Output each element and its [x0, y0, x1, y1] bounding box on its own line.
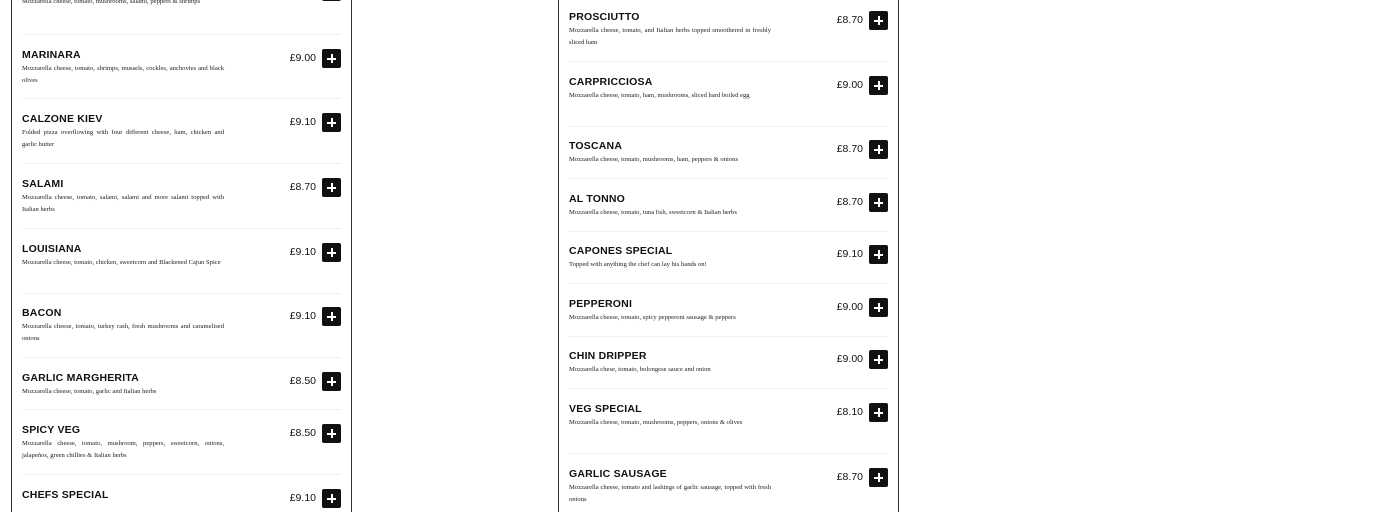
menu-item-description: Mozzarella cheese, tomato, mushroom, peppers, sweetcorn, onions, jalapeños, green chillies & Italian herbs [22, 440, 224, 459]
menu-item-name: CAPONES SPECIAL [569, 245, 673, 257]
menu-item-price: £8.70 [836, 471, 863, 483]
menu-column-right [558, 0, 899, 512]
divider [22, 34, 341, 35]
menu-item-name: SALAMI [22, 178, 64, 190]
menu-item-name: MARINARA [22, 49, 81, 61]
add-to-basket-button[interactable] [322, 49, 341, 68]
menu-item-description: Mozzarella chese, tomato, bolongese sauce and onion [569, 366, 711, 373]
menu-item-name: CHEFS SPECIAL [22, 489, 109, 501]
menu-item-description: Folded pizza overflowing with four different cheese, ham, chicken and garlic butter [22, 129, 224, 148]
menu-item-price: £8.70 [836, 196, 863, 208]
divider [569, 283, 888, 284]
menu-item-description: Mozzarella cheese, tomato, spicy pepperoni sausage & peppers [569, 314, 736, 321]
divider [22, 474, 341, 475]
menu-item-description: Mozzarella cheese, tomato, chicken, sweetcorn and Blackened Cajun Spice [22, 259, 221, 266]
menu-item-description: Mozzarella cheese, tomato, turkey rash, fresh mushrooms and caramelised onions [22, 323, 224, 342]
menu-item-price: £8.50 [289, 427, 316, 439]
menu-item-name: VEG SPECIAL [569, 403, 642, 415]
add-to-basket-button[interactable] [869, 11, 888, 30]
menu-item-name: TOSCANA [569, 140, 623, 152]
menu-item-description: Mozzarella cheese, tomato, mushrooms, salami, peppers & shrimps [22, 0, 201, 5]
menu-item-description: Mozzarella cheese, tomato and lashings of garlic sausage, topped with fresh onions [569, 484, 771, 503]
menu-item-name: CALZONE KIEV [22, 113, 103, 125]
menu-item-price: £9.00 [836, 353, 863, 365]
divider [22, 98, 341, 99]
divider [22, 293, 341, 294]
menu-item-description: Mozzarella cheese, tomato, salami, salami and more salami topped with Italian herbs [22, 194, 224, 213]
add-to-basket-button[interactable] [869, 193, 888, 212]
add-to-basket-button[interactable] [869, 350, 888, 369]
menu-item-price: £9.10 [289, 310, 316, 322]
add-to-basket-button[interactable] [322, 489, 341, 508]
add-to-basket-button[interactable] [322, 372, 341, 391]
add-to-basket-button[interactable] [322, 243, 341, 262]
menu-item-name: LOUISIANA [22, 243, 82, 255]
menu-item-description: Mozzarella cheese, tomato, tuna fish, sweetcorn & Italian herbs [569, 209, 737, 216]
menu-item-description: Mozzarella cheese, tomato, garlic and Italian herbs [22, 388, 157, 395]
menu-item-name: GARLIC SAUSAGE [569, 468, 667, 480]
menu-item-name: PROSCIUTTO [569, 11, 640, 23]
menu-column-left [11, 0, 352, 512]
add-to-basket-button[interactable] [869, 245, 888, 264]
divider [569, 453, 888, 454]
add-to-basket-button[interactable] [869, 76, 888, 95]
add-to-basket-button[interactable] [869, 140, 888, 159]
divider [569, 336, 888, 337]
menu-item-name: SPICY VEG [22, 424, 81, 436]
menu-item-description: Mozzarella cheese, tomato, shrimps, mussels, cockles, anchovies and black olives [22, 65, 224, 84]
menu-item-description: Mozzarella cheese, tomato, and Italian herbs topped smoothered in freshly sliced ham [569, 27, 771, 46]
menu-item-price: £9.10 [836, 248, 863, 260]
add-to-basket-button[interactable] [322, 0, 341, 1]
add-to-basket-button[interactable] [322, 307, 341, 326]
menu-item-name: GARLIC MARGHERITA [22, 372, 139, 384]
menu-item-price: £8.10 [836, 406, 863, 418]
menu-item-price: £9.00 [289, 52, 316, 64]
menu-item-price: £8.70 [289, 181, 316, 193]
menu-item-price: £8.70 [836, 14, 863, 26]
menu-item-name: CHIN DRIPPER [569, 350, 647, 362]
add-to-basket-button[interactable] [322, 178, 341, 197]
add-to-basket-button[interactable] [869, 468, 888, 487]
divider [22, 357, 341, 358]
divider [569, 178, 888, 179]
menu-item-description: Topped with anything the chef can lay his hands on! [569, 261, 707, 268]
menu-item-price: £8.70 [836, 143, 863, 155]
menu-item-price: £9.10 [289, 246, 316, 258]
menu-item-price: £9.00 [836, 79, 863, 91]
divider [22, 163, 341, 164]
menu-item-name: AL TONNO [569, 193, 626, 205]
add-to-basket-button[interactable] [869, 403, 888, 422]
menu-item-price: £9.10 [289, 116, 316, 128]
add-to-basket-button[interactable] [869, 298, 888, 317]
menu-item-description: Mozzarella cheese, tomato, ham, mushrooms, sliced hard boiled egg [569, 92, 750, 99]
divider [569, 126, 888, 127]
divider [22, 409, 341, 410]
add-to-basket-button[interactable] [322, 113, 341, 132]
menu-item-price: £8.50 [289, 375, 316, 387]
add-to-basket-button[interactable] [322, 424, 341, 443]
divider [569, 388, 888, 389]
menu-item-description: Mozzarella cheese, tomato, mushrooms, ham, peppers & onions [569, 156, 739, 163]
menu-item-description: Mozzarella cheese, tomato, mushrooms, peppers, onions & olives [569, 419, 743, 426]
menu-item-name: BACON [22, 307, 62, 319]
menu-item-name: CARPRICCIOSA [569, 76, 653, 88]
menu-item-price: £9.00 [836, 301, 863, 313]
divider [569, 231, 888, 232]
menu-item-price: £9.10 [289, 492, 316, 504]
divider [22, 228, 341, 229]
divider [569, 61, 888, 62]
menu-item-name: PEPPERONI [569, 298, 633, 310]
